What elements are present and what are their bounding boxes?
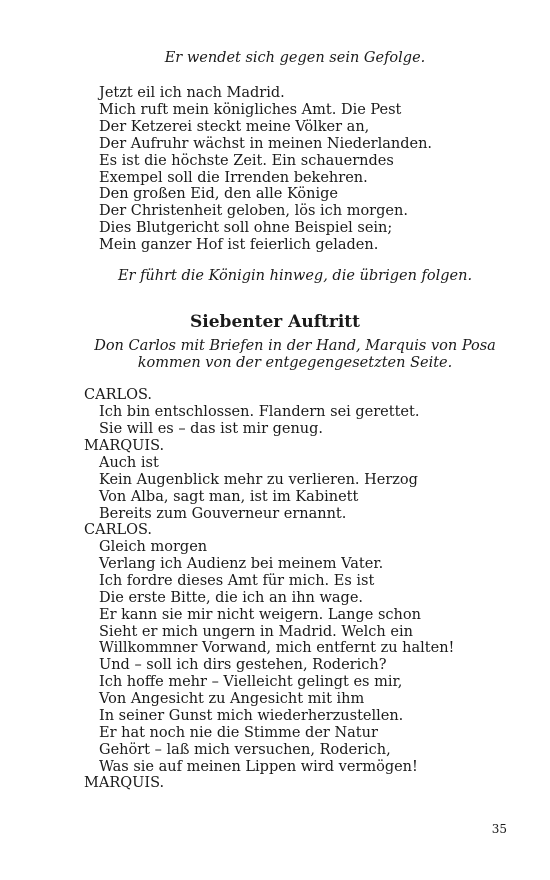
verse-line: Bereits zum Gouverneur ernannt. xyxy=(99,505,347,522)
verse-line: Die erste Bitte, die ich an ihn wage. xyxy=(99,589,364,606)
verse-line: Von Angesicht zu Angesicht mit ihm xyxy=(99,691,365,708)
verse-block-1 xyxy=(99,85,432,254)
speech-block xyxy=(99,404,419,438)
speaker-label: CARLOS. xyxy=(84,387,153,403)
verse-line: Auch ist xyxy=(99,455,159,471)
scene-direction: Don Carlos mit Briefen in der Hand, Marquis von Posa kommen von der entgegengesetzten Seite. xyxy=(94,338,496,371)
verse-line: Von Alba, sagt man, ist im Kabinett xyxy=(99,488,359,505)
stage-direction-exit: Er führt die Königin hinweg, die übrigen folgen. xyxy=(117,268,473,284)
speech-block xyxy=(99,455,418,523)
verse-line: Ich hoffe mehr – Vielleicht gelingt es mir, xyxy=(99,674,403,691)
verse-line: Der Christenheit geloben, lös ich morgen. xyxy=(99,203,408,220)
page-number: 35 xyxy=(491,822,507,836)
verse-line: Jetzt eil ich nach Madrid. xyxy=(99,85,285,101)
scene-title: Siebenter Auftritt xyxy=(190,312,360,332)
verse-line: Der Aufruhr wächst in meinen Niederlanden. xyxy=(99,135,433,152)
stage-direction-top: Er wendet sich gegen sein Gefolge. xyxy=(164,50,426,66)
verse-line: Kein Augenblick mehr zu verlieren. Herzog xyxy=(99,471,418,488)
verse-line: Es ist die höchste Zeit. Ein schauerndes xyxy=(99,152,394,169)
verse-line: Willkommner Vorwand, mich entfernt zu halten! xyxy=(99,640,455,657)
verse-line: Mich ruft mein königliches Amt. Die Pest xyxy=(99,101,402,118)
verse-line: Dies Blutgericht soll ohne Beispiel sein; xyxy=(99,220,393,237)
verse-line: Sie will es – das ist mir genug. xyxy=(99,420,324,437)
speech-block xyxy=(99,539,454,776)
verse-line: Er kann sie mir nicht weigern. Lange schon xyxy=(99,606,421,623)
verse-line: Sieht er mich ungern in Madrid. Welch ein xyxy=(99,623,413,640)
verse-line: Er hat noch nie die Stimme der Natur xyxy=(99,724,378,741)
verse-line: Gehört – laß mich versuchen, Roderich, xyxy=(99,741,391,758)
verse-line: Mein ganzer Hof ist feierlich geladen. xyxy=(99,237,379,254)
verse-line: In seiner Gunst mich wiederherzustellen. xyxy=(99,708,404,725)
verse-line: Was sie auf meinen Lippen wird vermögen! xyxy=(99,758,418,775)
verse-line: Exempel soll die Irrenden bekehren. xyxy=(99,169,368,186)
verse-line: Ich bin entschlossen. Flandern sei gerettet. xyxy=(99,404,420,420)
speaker-label: MARQUIS. xyxy=(84,775,165,791)
verse-line: Und – soll ich dirs gestehen, Roderich? xyxy=(99,657,387,674)
verse-line: Den großen Eid, den alle Könige xyxy=(99,186,338,203)
verse-line: Gleich morgen xyxy=(99,539,208,555)
speaker-label: CARLOS. xyxy=(84,522,153,538)
verse-line: Der Ketzerei steckt meine Völker an, xyxy=(99,118,370,135)
speaker-label: MARQUIS. xyxy=(84,438,165,454)
verse-line: Ich fordre dieses Amt für mich. Es ist xyxy=(99,572,375,589)
verse-line: Verlang ich Audienz bei meinem Vater. xyxy=(99,555,384,572)
